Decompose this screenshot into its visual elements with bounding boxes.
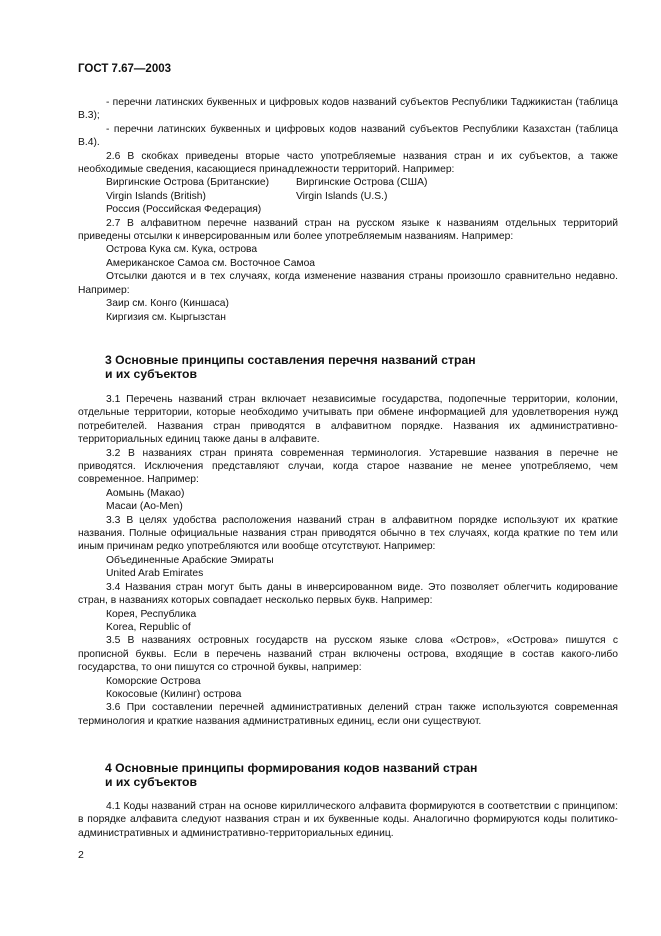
example-text: Россия (Российская Федерация) — [106, 204, 262, 216]
example-text: Масаи (Ао-Men) — [106, 501, 183, 513]
block-section-2-continued — [78, 96, 618, 324]
section-4-heading — [105, 761, 477, 789]
paragraph: 4.1 Коды названий стран на основе кириллического алфавита формируются в соответствии с принципом: в порядке алфавита следуют названия стран и их буквенные коды. Аналогично формируются коды политико-административных и административно-территориальных единиц. — [78, 801, 618, 839]
paragraph: 3.4 Названия стран могут быть даны в инверсированном виде. Это позволяет облегчить кодирование стран, в названиях которых совпадает несколько первых букв. Например: — [78, 581, 618, 607]
example-text: Корея, Республика — [106, 608, 197, 620]
example-text: Острова Кука см. Кука, острова — [106, 244, 258, 256]
heading-line: 4 Основные принципы формирования кодов названий стран — [105, 761, 478, 775]
example-row — [106, 190, 618, 203]
heading-line: и их субъектов — [105, 367, 197, 381]
example-text: Virgin Islands (U.S.) — [296, 190, 388, 202]
section-4-body — [78, 800, 618, 840]
example-text: Виргинские Острова (Британские) — [106, 177, 270, 189]
heading-line: и их субъектов — [105, 775, 197, 789]
paragraph: 3.5 В названиях островных государств на русском языке слова «Остров», «Острова» пишутся с прописной буквы. Если в перечень названий стран включены острова, входящие в состав какого-либо государства, то они пишутся со строчной буквы, например: — [78, 635, 618, 674]
example-text: Киргизия см. Кыргызстан — [106, 311, 226, 323]
paragraph: 3.3 В целях удобства расположения названий стран в алфавитном порядке используют их краткие названия. Полные официальные названия стран приводятся обычно в тех случаях, когда краткие по тем или иным причинам редко употребляются или вообще отсутствуют. Например: — [78, 514, 618, 553]
paragraph: 3.6 При составлении перечней административных делений стран также используются современная терминология и краткие названия административных единиц, если они существуют. — [78, 702, 618, 727]
example-text: Объединенные Арабские Эмираты — [106, 554, 274, 566]
example-row — [106, 176, 618, 189]
section-3-body — [78, 393, 618, 728]
example-text: Американское Самоа см. Восточное Самоа — [106, 257, 316, 269]
page-number: 2 — [78, 849, 84, 861]
example-text: Аомынь (Макао) — [106, 487, 185, 499]
example-text: Заир см. Конго (Киншаса) — [106, 298, 229, 310]
paragraph: 2.6 В скобках приведены вторые часто употребляемые названия стран и их субъектов, а также необходимые сведения, касающиеся принадлежности территорий. Например: — [78, 150, 618, 176]
paragraph: 3.2 В названиях стран принята современная терминология. Устаревшие названия в перечне не приводятся. Исключения представляют случаи, когда старое название не менее употребляемо, чем современное. Например: — [78, 447, 618, 486]
heading-line: 3 Основные принципы составления перечня названий стран — [105, 353, 476, 367]
paragraph: - перечни латинских буквенных и цифровых кодов названий субъектов Республики Таджикистан (таблица В.3); — [78, 97, 618, 122]
example-text: Виргинские Острова (США) — [296, 177, 428, 189]
paragraph: 2.7 В алфавитном перечне названий стран на русском языке к названиям отдельных территорий приведены отсылки к инверсированным или более употребляемым названиям. Например: — [78, 217, 618, 243]
document-header: ГОСТ 7.67—2003 — [78, 63, 172, 75]
paragraph: - перечни латинских буквенных и цифровых кодов названий субъектов Республики Казахстан (таблица В.4). — [78, 123, 618, 149]
paragraph: 3.1 Перечень названий стран включает независимые государства, подопечные территории, колонии, отдельные территории, которые необходимо учитывать при обмене информацией для удовлетворения нужд потребителей. Названия стран приводятся в алфавитном порядке. Названия их административно-территориальных единиц также даны в алфавите. — [78, 394, 618, 446]
example-text: United Arab Emirates — [106, 568, 204, 580]
example-text: Virgin Islands (British) — [106, 190, 206, 202]
paragraph: Отсылки даются и в тех случаях, когда изменение названия страны произошло сравнительно недавно. Например: — [78, 271, 618, 296]
example-text: Кокосовые (Килинг) острова — [106, 688, 242, 700]
section-3-heading — [105, 353, 476, 381]
example-text: Коморские Острова — [106, 675, 201, 687]
example-text: Korea, Republic of — [106, 621, 191, 633]
